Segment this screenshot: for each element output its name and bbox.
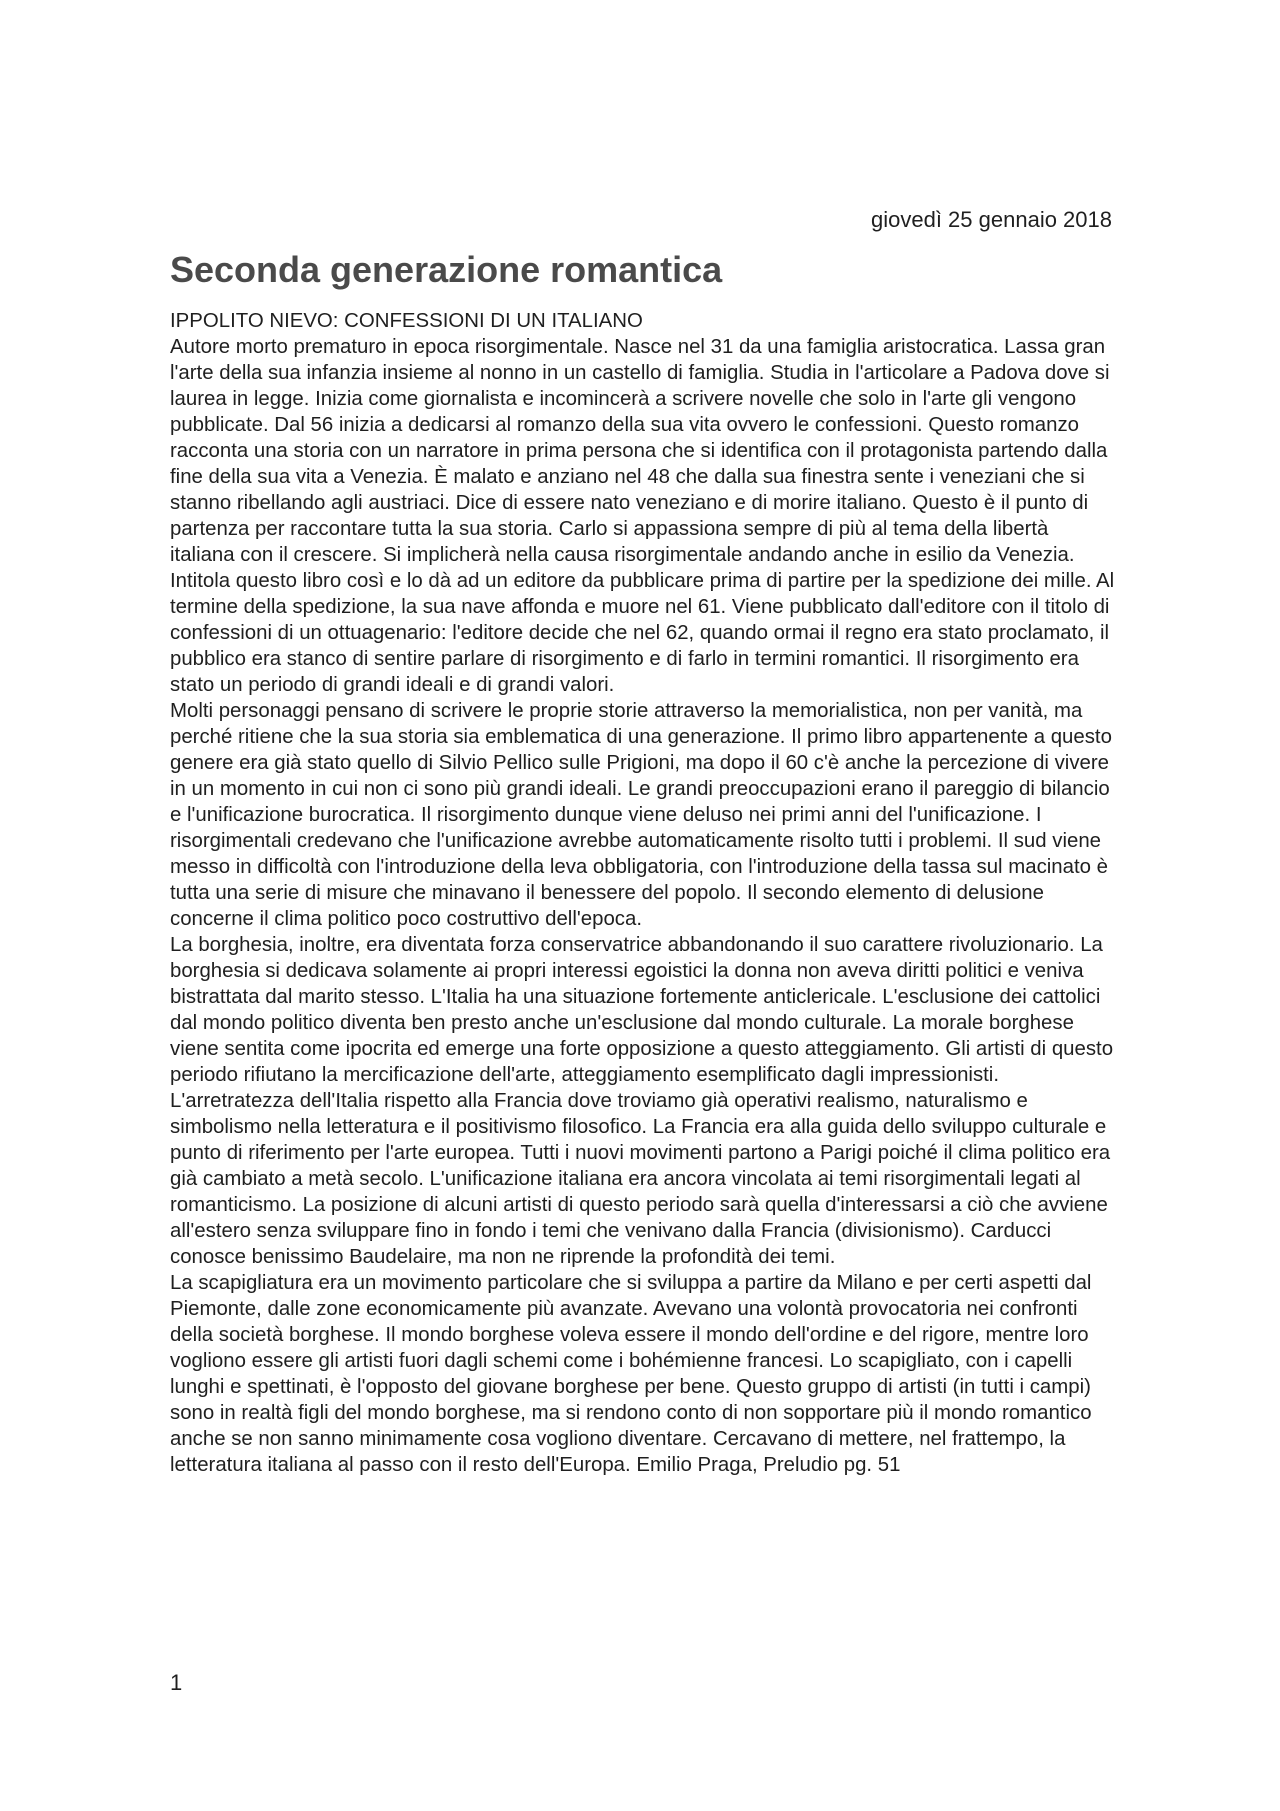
document-date: giovedì 25 gennaio 2018 (871, 207, 1112, 232)
body-paragraph: Intitola questo libro così e lo dà ad un editore da pubblicare prima di partire per la spedizione dei mille. Al termine della spedizione, la sua nave affonda e muore nel 61. Viene pubblicato dall'editore con il titolo di confessioni di un ottuagenario: l'editore decide che nel 62, quando ormai il regno era stato proclamato, il pubblico era stanco di sentire parlare di risorgimento e di farlo in termini romantici. Il risorgimento era stato un periodo di grandi ideali e di grandi valori. (170, 570, 1115, 696)
body-paragraph: L'arretratezza dell'Italia rispetto alla Francia dove troviamo già operativi realismo, naturalismo e simbolismo nella letteratura e il positivismo filosofico. La Francia era alla guida dello sviluppo culturale e punto di riferimento per l'arte europea. Tutti i nuovi movimenti partono a Parigi poiché il clima politico era già cambiato a metà secolo. L'unificazione italiana era ancora vincolata ai temi risorgimentali legati al romanticismo. La posizione di alcuni artisti di questo periodo sarà quella d'interessarsi a ciò che avviene all'estero senza sviluppare fino in fondo i temi che venivano dalla Francia (divisionismo). Carducci conosce benissimo Baudelaire, ma non ne riprende la profondità dei temi. (170, 1090, 1111, 1268)
document-body (170, 308, 1118, 1478)
body-paragraph: Autore morto prematuro in epoca risorgimentale. Nasce nel 31 da una famiglia aristocratica. Lassa gran l'arte della sua infanzia insieme al nonno in un castello di famiglia. Studia in l'articolare a Padova dove si laurea in legge. Inizia come giornalista e incomincerà a scrivere novelle che solo in l'arte gli vengono pubblicate. Dal 56 inizia a dedicarsi al romanzo della sua vita ovvero le confessioni. Questo romanzo racconta una storia con un narratore in prima persona che si identifica con il protagonista partendo dalla fine della sua vita a Venezia. È malato e anziano nel 48 che dalla sua finestra sente i veneziani che si stanno ribellando agli austriaci. Dice di essere nato veneziano e di morire italiano. Questo è il punto di partenza per raccontare tutta la sua storia. Carlo si appassiona sempre di più al tema della libertà italiana con il crescere. Si implicherà nella causa risorgimentale andando anche in esilio da Venezia. (170, 336, 1110, 566)
body-paragraph: La borghesia, inoltre, era diventata forza conservatrice abbandonando il suo carattere rivoluzionario. La borghesia si dedicava solamente ai propri interessi egoistici la donna non aveva diritti politici e veniva bistrattata dal marito stesso. L'Italia ha una situazione fortemente anticlericale. L'esclusione dei cattolici dal mondo politico diventa ben presto anche un'esclusione dal mondo culturale. La morale borghese viene sentita come ipocrita ed emerge una forte opposizione a questo atteggiamento. Gli artisti di questo periodo rifiutano la mercificazione dell'arte, atteggiamento esemplificato dagli impressionisti. (170, 934, 1114, 1086)
body-paragraph: La scapigliatura era un movimento particolare che si sviluppa a partire da Milano e per certi aspetti dal Piemonte, dalle zone economicamente più avanzate. Avevano una volontà provocatoria nei confronti della società borghese. Il mondo borghese voleva essere il mondo dell'ordine e del rigore, mentre loro vogliono essere gli artisti fuori dagli schemi come i bohémienne francesi. Lo scapigliato, con i capelli lunghi e spettinati, è l'opposto del giovane borghese per bene. Questo gruppo di artisti (in tutti i campi) sono in realtà figli del mondo borghese, ma si rendono conto di non sopportare più il mondo romantico anche se non sanno minimamente cosa vogliono diventare. Cercavano di mettere, nel frattempo, la letteratura italiana al passo con il resto dell'Europa. Emilio Praga, Preludio pg. 51 (170, 1272, 1092, 1476)
body-paragraph: Molti personaggi pensano di scrivere le proprie storie attraverso la memorialistica, non per vanità, ma perché ritiene che la sua storia sia emblematica di una generazione. Il primo libro appartenente a questo genere era già stato quello di Silvio Pellico sulle Prigioni, ma dopo il 60 c'è anche la percezione di vivere in un momento in cui non ci sono più grandi ideali. Le grandi preoccupazioni erano il pareggio di bilancio e l'unificazione burocratica. Il risorgimento dunque viene deluso nei primi anni del l'unificazione. I risorgimentali credevano che l'unificazione avrebbe automaticamente risolto tutti i problemi. Il sud viene messo in difficoltà con l'introduzione della leva obbligatoria, con l'introduzione della tassa sul macinato è tutta una serie di misure che minavano il benessere del popolo. Il secondo elemento di delusione concerne il clima politico poco costruttivo dell'epoca. (170, 700, 1112, 930)
section-heading: IPPOLITO NIEVO: CONFESSIONI DI UN ITALIANO (170, 310, 643, 332)
page-number: 1 (170, 1670, 183, 1695)
document-title: Seconda generazione romantica (170, 249, 723, 290)
